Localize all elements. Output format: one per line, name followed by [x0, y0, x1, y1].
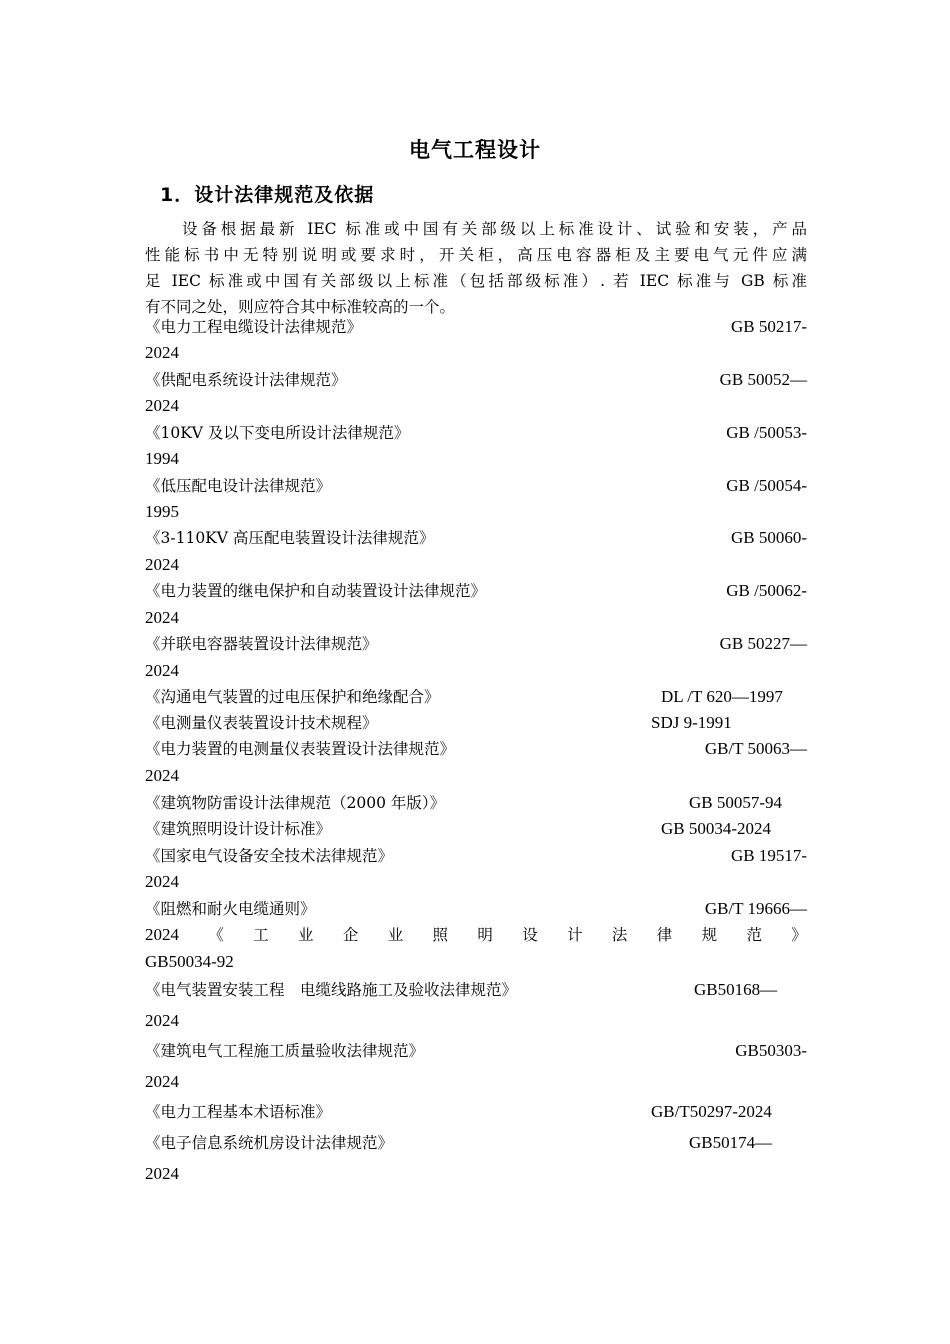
standard-code: GB /50062-: [726, 581, 807, 600]
standard-year: 1994: [145, 449, 179, 468]
standard-name: 《10KV 及以下变电所设计法律规范》: [145, 424, 410, 442]
spread-token: 照: [432, 926, 449, 944]
spread-token: 明: [477, 926, 493, 944]
standard-name: 《建筑照明设计设计标准》: [145, 820, 332, 838]
standard-code: GB50174—: [689, 1133, 773, 1152]
spread-token: 设: [522, 926, 538, 944]
standard-year: 2024: [145, 343, 179, 362]
standard-code: GB 19517-: [730, 846, 807, 865]
intro-line: 性能标书中无特别说明或要求时，开关柜，高压电容器柜及主要电气元件应满: [145, 246, 807, 264]
intro-line: 有不同之处，则应符合其中标准较高的一个。: [145, 298, 456, 316]
standard-code: GB 50034-2024: [661, 819, 772, 838]
standard-year: 2024: [145, 1164, 179, 1183]
standard-name: 《3-110KV 高压配电装置设计法律规范》: [145, 529, 435, 547]
standard-name: 《建筑物防雷设计法律规范（2000 年版）》: [145, 794, 446, 812]
page-title: 电气工程设计: [409, 138, 541, 162]
standard-year: 1995: [145, 502, 179, 521]
standard-year: 2024: [145, 1072, 179, 1091]
standard-name: 《沟通电气装置的过电压保护和绝缘配合》: [145, 688, 440, 706]
standard-name: 《电力装置的电测量仪表装置设计法律规范》: [145, 740, 456, 758]
spread-token: 范: [746, 926, 762, 944]
standard-name: 《建筑电气工程施工质量验收法律规范》: [145, 1042, 425, 1060]
standard-code: GB 50057-94: [689, 793, 783, 812]
spread-token: 企: [342, 926, 359, 944]
standard-year: 2024: [145, 1011, 179, 1030]
standard-name: 《国家电气设备安全技术法律规范》: [145, 847, 394, 865]
standard-name: 《低压配电设计法律规范》: [145, 477, 332, 495]
spread-token: 业: [298, 926, 314, 944]
intro-line: 设备根据最新 IEC 标准或中国有关部级以上标准设计、试验和安装，产品: [182, 220, 807, 238]
standard-year: 2024: [145, 766, 179, 785]
standard-code: GB50168—: [694, 980, 778, 999]
standard-code: GB 50060-: [730, 528, 807, 547]
standard-year: 2024: [145, 396, 179, 415]
standard-code: GB 50227—: [719, 634, 807, 653]
spread-token: 工: [253, 926, 269, 944]
standard-code: SDJ 9-1991: [651, 713, 732, 732]
standard-name: 《阻燃和耐火电缆通则》: [145, 900, 316, 918]
spread-token: 》: [791, 926, 807, 944]
standard-code: GB50303-: [735, 1041, 807, 1060]
standard-code: DL /T 620—1997: [661, 687, 783, 706]
standard-year: 2024: [145, 608, 179, 627]
spread-token: 法: [611, 926, 628, 944]
spread-token: 业: [387, 926, 404, 944]
standard-year: 2024: [145, 555, 179, 574]
justified-standard-line: [145, 922, 807, 948]
standard-code: GB /50053-: [726, 423, 807, 442]
spread-token: 计: [567, 926, 583, 944]
standard-code: GB /50054-: [726, 476, 807, 495]
standard-code: GB/T 19666—: [704, 899, 807, 918]
standard-name: 《电气装置安装工程 电缆线路施工及验收法律规范》: [145, 981, 518, 999]
section-heading: 1．设计法律规范及依据: [160, 184, 375, 206]
standard-name: 《并联电容器装置设计法律规范》: [145, 635, 378, 653]
standard-name: 《电力工程基本术语标准》: [145, 1103, 332, 1121]
spread-token: 《: [208, 926, 224, 944]
standard-code: GB 50217-: [730, 317, 807, 336]
spread-token: 规: [701, 926, 718, 944]
standard-name: 《电测量仪表装置设计技术规程》: [145, 714, 378, 732]
standard-name: 《电子信息系统机房设计法律规范》: [145, 1134, 394, 1152]
standard-code: GB 50052—: [719, 370, 807, 389]
spread-token: 2024: [145, 925, 179, 944]
standard-name: 《电力装置的继电保护和自动装置设计法律规范》: [145, 582, 487, 600]
standard-code: GB/T50297-2024: [651, 1102, 772, 1121]
intro-paragraph: [145, 216, 807, 320]
spread-token: 律: [656, 926, 673, 944]
standard-name: 《电力工程电缆设计法律规范》: [145, 318, 363, 336]
standard-code: GB50034-92: [145, 952, 234, 971]
standard-year: 2024: [145, 872, 179, 891]
intro-line: 足 IEC 标准或中国有关部级以上标准（包括部级标准）. 若 IEC 标准与 GB 标准: [145, 272, 807, 290]
standard-year: 2024: [145, 661, 179, 680]
standard-code: GB/T 50063—: [704, 739, 807, 758]
standard-name: 《供配电系统设计法律规范》: [145, 371, 347, 389]
